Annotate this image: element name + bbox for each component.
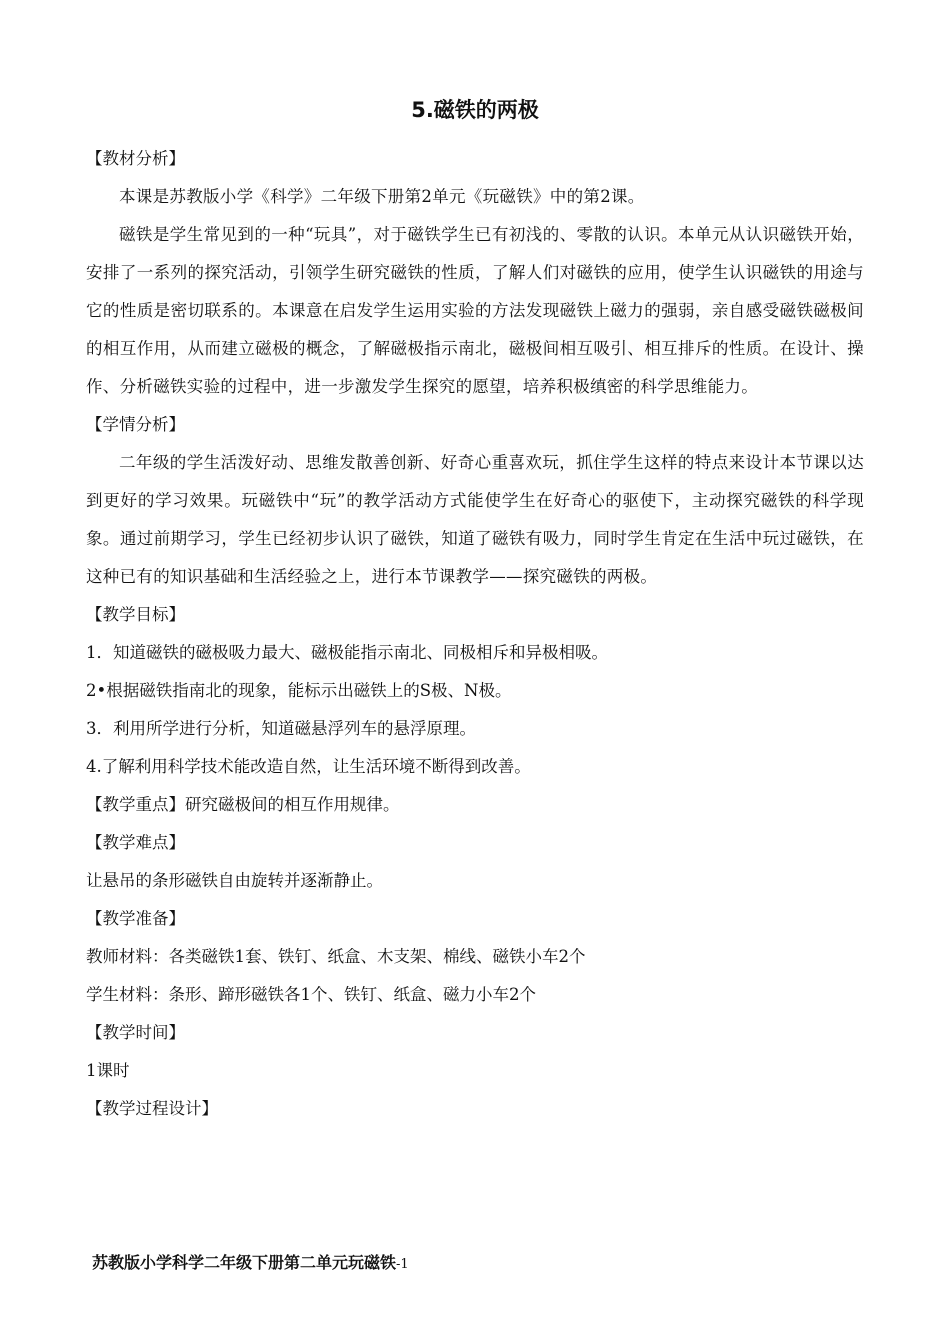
analysis-paragraph-1: 本课是苏教版小学《科学》二年级下册第2单元《玩磁铁》中的第2课。 (119, 187, 645, 206)
footer-page-number: -1 (396, 1257, 409, 1272)
key-point-line (86, 786, 864, 824)
footer-text: 苏教版小学科学二年级下册第二单元玩磁铁 (92, 1253, 397, 1272)
page-footer (92, 1250, 409, 1273)
goals-heading: 【教学目标】 (86, 605, 185, 624)
process-design-heading: 【教学过程设计】 (86, 1099, 218, 1118)
goal-item: 3．利用所学进行分析，知道磁悬浮列车的悬浮原理。 (86, 719, 476, 738)
student-analysis-heading: 【学情分析】 (86, 415, 185, 434)
key-point-heading: 【教学重点】 (86, 795, 185, 814)
goal-item: 4.了解利用科学技术能改造自然，让生活环境不断得到改善。 (86, 757, 531, 776)
analysis-heading: 【教材分析】 (86, 149, 185, 168)
student-analysis-paragraph: 二年级的学生活泼好动、思维发散善创新、好奇心重喜欢玩，抓住学生这样的特点来设计本节课以达到更好的学习效果。玩磁铁中“玩”的教学活动方式能使学生在好奇心的驱使下，主动探究磁铁的科学现象。通过前期学习，学生已经初步认识了磁铁，知道了磁铁有吸力，同时学生肯定在生活中玩过磁铁，在这种已有的知识基础和生活经验之上，进行本节课教学——探究磁铁的两极。 (86, 453, 864, 586)
teaching-time-heading: 【教学时间】 (86, 1023, 185, 1042)
preparation-heading: 【教学准备】 (86, 909, 185, 928)
goal-item: 1．知道磁铁的磁极吸力最大、磁极能指示南北、同极相斥和异极相吸。 (86, 643, 608, 662)
student-materials: 学生材料：条形、蹄形磁铁各1个、铁钉、纸盒、磁力小车2个 (86, 985, 536, 1004)
page-title: 5.磁铁的两极 (411, 98, 539, 122)
key-point-text: 研究磁极间的相互作用规律。 (185, 795, 400, 814)
difficulty-text: 让悬吊的条形磁铁自由旋转并逐渐静止。 (86, 871, 383, 890)
teaching-time-text: 1课时 (86, 1061, 130, 1080)
document-body (86, 140, 864, 1128)
difficulty-heading: 【教学难点】 (86, 833, 185, 852)
analysis-paragraph-2: 磁铁是学生常见到的一种“玩具”，对于磁铁学生已有初浅的、零散的认识。本单元从认识磁铁开始，安排了一系列的探究活动，引领学生研究磁铁的性质，了解人们对磁铁的应用，使学生认识磁铁的用途与它的性质是密切联系的。本课意在启发学生运用实验的方法发现磁铁上磁力的强弱，亲自感受磁铁磁极间的相互作用，从而建立磁极的概念，了解磁极指示南北，磁极间相互吸引、相互排斥的性质。在设计、操作、分析磁铁实验的过程中，进一步激发学生探究的愿望，培养积极缜密的科学思维能力。 (86, 225, 864, 396)
goal-item: 2•根据磁铁指南北的现象，能标示出磁铁上的S极、N极。 (86, 681, 512, 700)
teacher-materials: 教师材料：各类磁铁1套、铁钉、纸盒、木支架、棉线、磁铁小车2个 (86, 947, 586, 966)
